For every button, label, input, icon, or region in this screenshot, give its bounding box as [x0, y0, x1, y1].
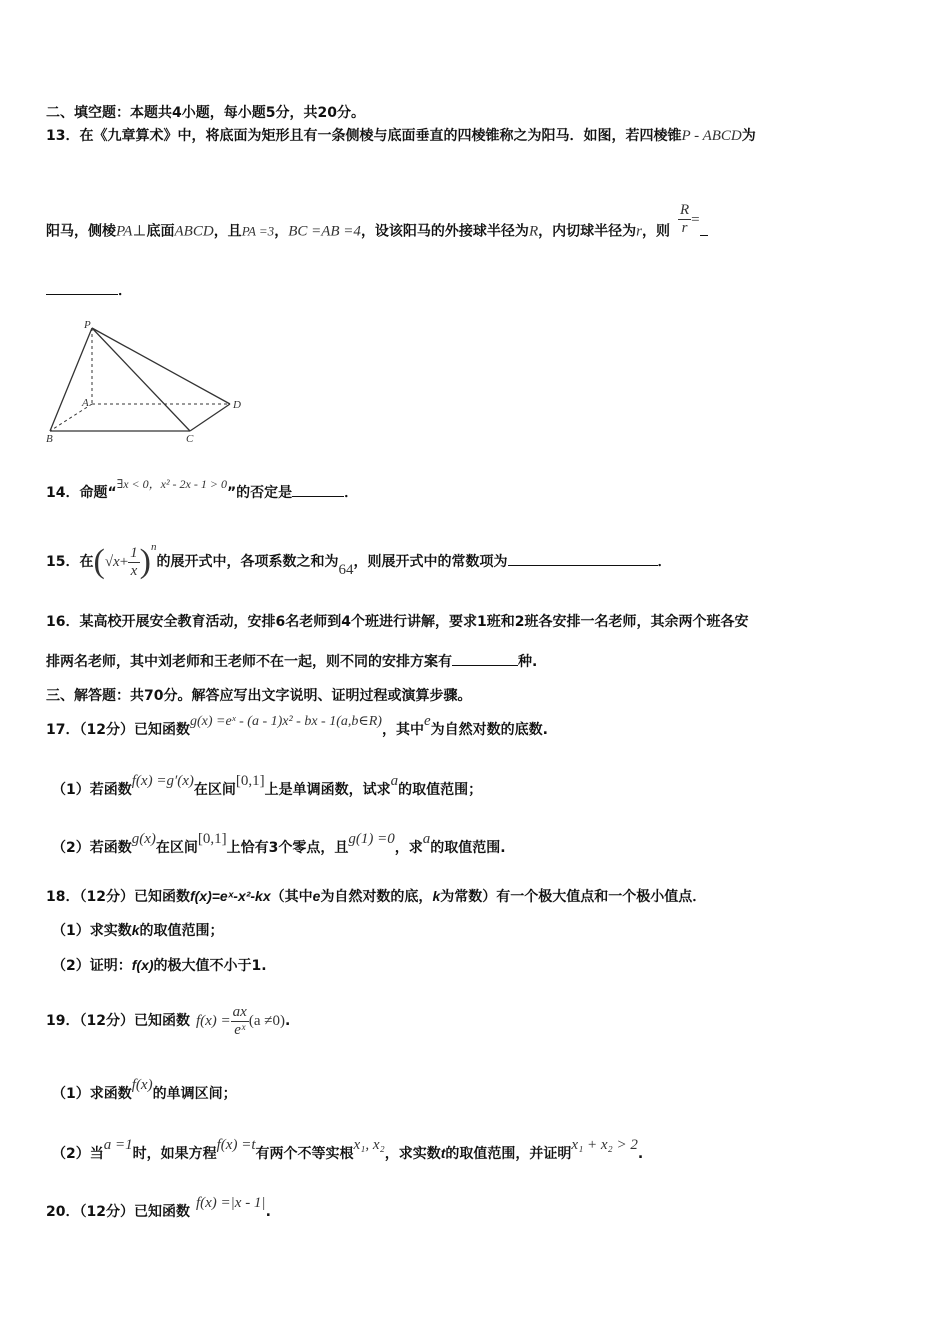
q14: 14．命题“∃x < 0，x² - 2x - 1 > 0”的否定是 ． [46, 477, 359, 501]
label-A: A [82, 397, 89, 409]
q13-answer-line: ． [46, 280, 132, 301]
q13-answer-blank[interactable] [46, 280, 118, 295]
edge-PB [50, 328, 92, 431]
section-fill-in-heading: 二、填空题：本题共4小题，每小题5分，共20分。 [46, 105, 365, 121]
q18-stem: 18．（12分）已知函数f(x)=eˣ-x²-kx（其中e为自然对数的底，k为常数）有一个极大值点和一个极小值点． [46, 888, 707, 905]
q14-answer-blank[interactable] [292, 482, 344, 497]
q17-part2: （2）若函数g(x)在区间[0,1]上恰有3个零点，且g(1) =0，求a的取值范围. [52, 831, 506, 856]
q14-proposition: ∃x < 0，x² - 2x - 1 > 0 [116, 477, 227, 491]
edge-PC [92, 328, 190, 431]
q18-part1: （1）求实数k的取值范围； [52, 922, 224, 939]
q16-line1: 16．某高校开展安全教育活动，安排6名老师到4个班进行讲解，要求1班和2班各安排一名老师，其余两个班各安 [46, 614, 749, 630]
q17-part1: （1）若函数f(x) =g′(x)在区间[0,1]上是单调函数，试求a的取值范围； [52, 773, 483, 798]
label-P: P [84, 319, 91, 331]
label-C: C [186, 433, 194, 445]
q19-part2: （2）当a =1时，如果方程f(x) =t有两个不等实根x₁, x₂，求实数t的取值范围，并证明x₁ + x₂ > 2. [52, 1137, 644, 1162]
pyramid-name: P - ABCD [681, 128, 742, 144]
section-solution-heading: 三、解答题：共70分。解答应写出文字说明、证明过程或演算步骤。 [46, 688, 472, 704]
q17-stem: 17．（12分）已知函数g(x) =eˣ - (a - 1)x² - bx - 1(a,b∈R)，其中e为自然对数的底数. [46, 713, 548, 738]
edge-PD [92, 328, 230, 404]
q18-part2: （2）证明：f(x)的极大值不小于1. [52, 957, 267, 974]
q20-stem: 20．（12分）已知函数f(x) =|x - 1|. [46, 1195, 271, 1220]
q16-answer-blank[interactable] [452, 651, 518, 666]
q19-part1: （1）求函数f(x)的单调区间； [52, 1077, 237, 1102]
q15: 15．在(√x+ $\frac{1}{x}$ )$^n$的展开式中，各项系数之和为64，则展开式中的常数项为 ． [46, 541, 672, 580]
q15-answer-blank[interactable] [508, 551, 658, 566]
q13-line2: 阳马，侧棱PA⊥底面ABCD，且PA =3，BC =AB =4，设该阳马的外接球半径为R，内切球半径为r，则 $\frac{R}{r}$ = [46, 214, 708, 249]
q13-line1: 13．在《九章算术》中，将底面为矩形且有一条侧棱与底面垂直的四棱锥称之为阳马．如图，若四棱锥P - ABCD为 [46, 128, 756, 144]
q19-stem: 19．（12分）已知函数 f(x) = $\frac{ax}{\text{eˣ}}$ (a ≠0). [46, 1003, 291, 1038]
pyramid-figure [44, 318, 249, 448]
q16-line2: 排两名老师，其中刘老师和王老师不在一起，则不同的安排方案有 种. [46, 651, 537, 672]
label-B: B [46, 433, 53, 445]
edge-CD [190, 404, 230, 431]
label-D: D [233, 399, 241, 411]
ratio-fraction: $\frac{R}{r}$ [679, 202, 690, 236]
